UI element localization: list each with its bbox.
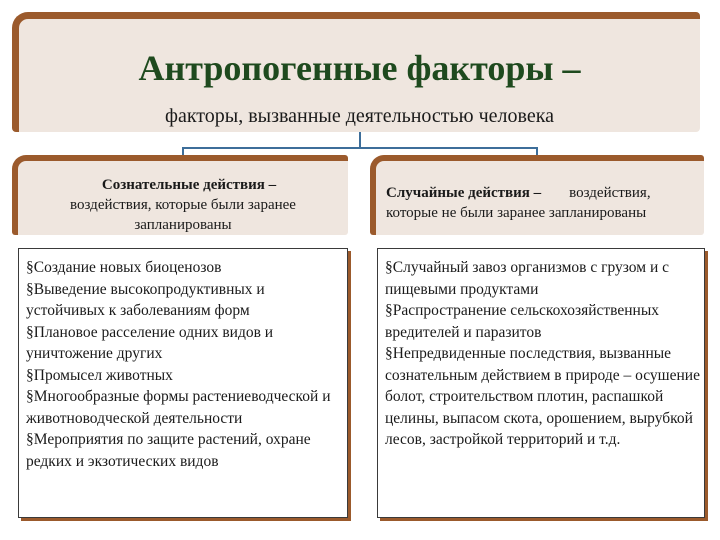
connector-horizontal <box>182 147 538 149</box>
random-actions-header <box>370 155 704 235</box>
random-actions-desc-word: воздействия, <box>569 185 651 201</box>
list-item: § Выведение высокопродуктивных и устойчивых к заболеваниям форм <box>26 279 343 322</box>
connector-vertical <box>359 132 361 148</box>
conscious-actions-header <box>12 155 348 235</box>
conscious-actions-desc-line1: воздействия, которые были заранее <box>70 197 296 213</box>
list-item: § Мероприятия по защите растений, охране редких и экзотических видов <box>26 429 343 472</box>
page-title: Антропогенные факторы – <box>138 48 581 88</box>
conscious-actions-list-card <box>18 248 348 518</box>
conscious-actions-list <box>26 257 343 472</box>
list-item: § Создание новых биоценозов <box>26 257 343 279</box>
conscious-actions-desc-line2: запланированы <box>134 217 232 233</box>
list-item: § Плановое расселение одних видов и уничтожение других <box>26 322 343 365</box>
list-item: § Распространение сельскохозяйственных вредителей и паразитов <box>385 300 700 343</box>
page-subtitle: факторы, вызванные деятельностью человека <box>164 105 555 127</box>
random-actions-list-card <box>377 248 705 518</box>
list-item: § Многообразные формы растениеводческой и животноводческой деятельности <box>26 386 343 429</box>
list-item: § Непредвиденные последствия, вызванные сознательным действием в природе – осушение болот, строительством плотин, распашкой целины, выпасом скота, орошением, вырубкой лесов, застройкой территорий и т.д. <box>385 343 700 451</box>
title-block <box>12 12 700 132</box>
conscious-actions-title: Сознательные действия – <box>101 177 277 193</box>
list-item: § Случайный завоз организмов с грузом и с пищевыми продуктами <box>385 257 700 300</box>
random-actions-list <box>385 257 700 451</box>
random-actions-desc-line: которые не были заранее запланированы <box>386 205 647 221</box>
list-item: § Промысел животных <box>26 365 343 387</box>
random-actions-title: Случайные действия – <box>386 185 542 201</box>
